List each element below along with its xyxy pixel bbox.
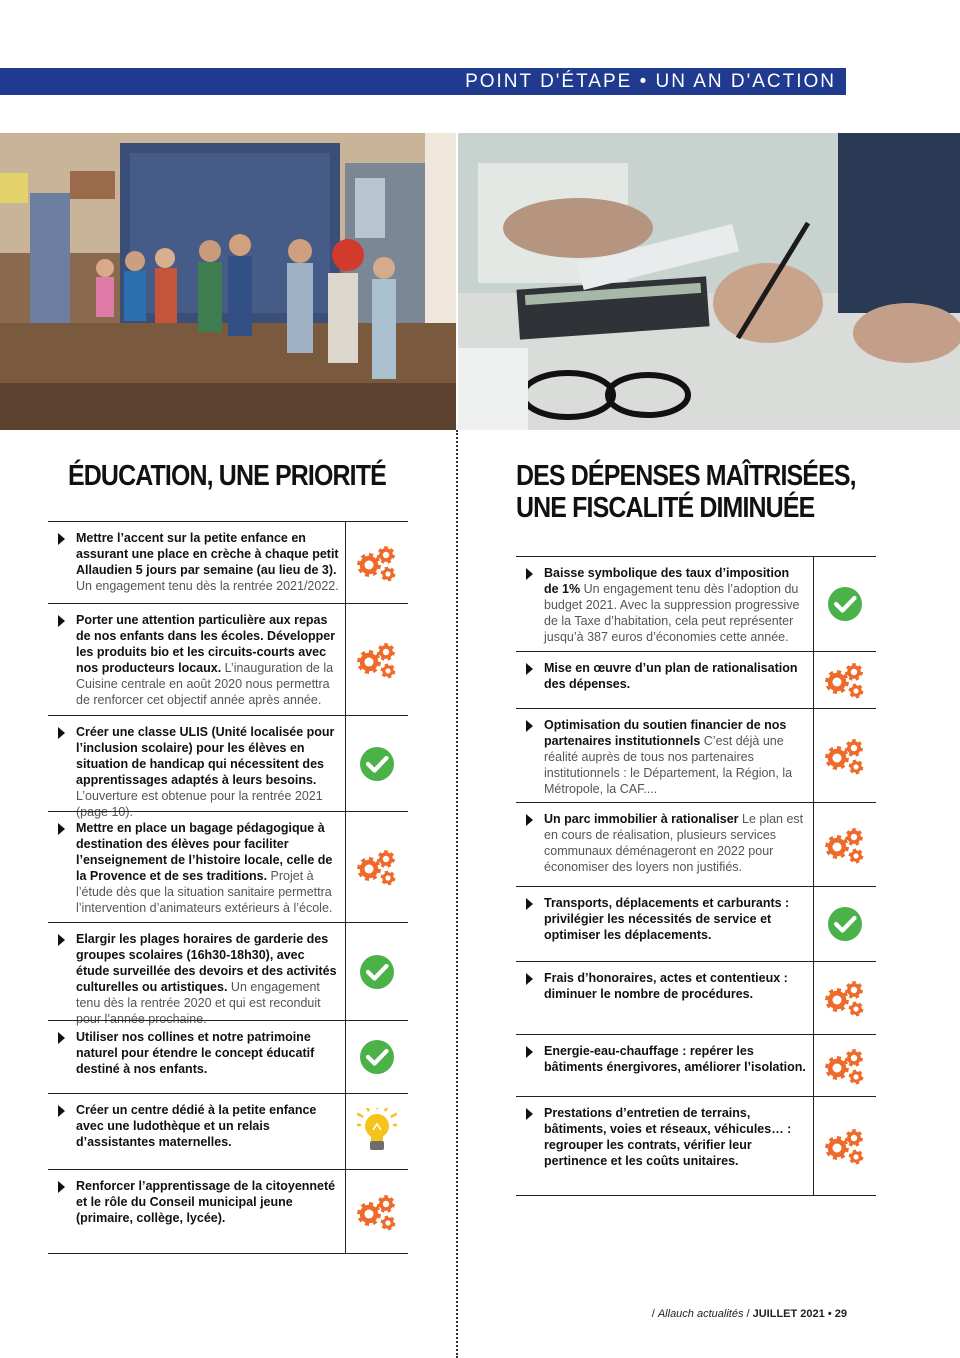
commitment-title: Un parc immobilier à rationaliser bbox=[544, 812, 739, 826]
gear-icon bbox=[814, 709, 876, 802]
commitment-title: Porter une attention particulière aux repas de nos enfants dans les écoles. Développer les produits bio et les circuits-courts avec nos producteurs locaux. bbox=[76, 613, 336, 675]
commitment-status: L’inauguration de la Cuisine centrale en août 2020 nous permettra de renforcer cet objectif année après année. bbox=[76, 661, 334, 707]
gear-icon bbox=[814, 1035, 876, 1096]
table-row bbox=[516, 1096, 876, 1196]
gear-icon bbox=[814, 652, 876, 708]
table-row bbox=[516, 802, 876, 886]
bullet-arrow-icon bbox=[526, 814, 533, 826]
commitment-text bbox=[516, 709, 814, 802]
table-row bbox=[48, 603, 408, 715]
gear-icon bbox=[346, 1170, 408, 1253]
table-row bbox=[516, 651, 876, 708]
commitment-text bbox=[516, 962, 814, 1034]
bullet-arrow-icon bbox=[526, 898, 533, 910]
spending-commitments-table bbox=[516, 556, 876, 1196]
commitment-text bbox=[516, 1035, 814, 1096]
commitment-title: Mise en œuvre d’un plan de rationalisation des dépenses. bbox=[544, 661, 798, 691]
table-row bbox=[516, 886, 876, 961]
gear-icon bbox=[814, 1097, 876, 1195]
check-icon bbox=[814, 887, 876, 961]
commitment-text bbox=[516, 887, 814, 961]
commitment-status: Le plan est en cours de réalisation, plusieurs services communaux déménageront en 2022 pour économiser des loyers non justifiés. bbox=[544, 812, 804, 874]
right-section-title-line2: UNE FISCALITÉ DIMINUÉE bbox=[516, 492, 815, 524]
table-row bbox=[48, 811, 408, 922]
commitment-text bbox=[48, 812, 346, 922]
gear-icon bbox=[346, 812, 408, 922]
table-row bbox=[516, 1034, 876, 1096]
commitment-text bbox=[48, 923, 346, 1026]
right-section-title-line1: DES DÉPENSES MAÎTRISÉES, bbox=[516, 460, 856, 492]
commitment-title: Transports, déplacements et carburants : privilégier les nécessités de service et optimiser les déplacements. bbox=[544, 896, 790, 942]
bullet-arrow-icon bbox=[58, 934, 65, 946]
gear-icon bbox=[814, 803, 876, 886]
section-banner-label: POINT D'ÉTAPE • UN AN D'ACTION bbox=[465, 71, 836, 92]
lightbulb-icon bbox=[346, 1094, 408, 1169]
education-commitments-table bbox=[48, 521, 408, 1254]
commitment-status: Un engagement tenu dès la rentrée 2020 et qui est reconduit pour l’année prochaine. bbox=[76, 980, 321, 1026]
table-row bbox=[48, 1020, 408, 1093]
table-row bbox=[516, 556, 876, 651]
gear-icon bbox=[346, 604, 408, 715]
check-icon bbox=[814, 557, 876, 651]
commitment-text bbox=[48, 1170, 346, 1253]
commitment-title: Baisse symbolique des taux d’imposition de 1% bbox=[544, 566, 790, 596]
commitment-title: Renforcer l’apprentissage de la citoyenneté et le rôle du Conseil municipal jeune (primaire, collège, lycée). bbox=[76, 1179, 336, 1225]
commitment-text bbox=[516, 1097, 814, 1195]
left-section-title: ÉDUCATION, UNE PRIORITÉ bbox=[68, 460, 386, 492]
bullet-arrow-icon bbox=[58, 1105, 65, 1117]
photo-schoolchildren bbox=[0, 133, 456, 430]
commitment-title: Créer une classe ULIS (Unité localisée pour l’inclusion scolaire) pour les élèves en situation de handicap qui nécessitent des apprentissages adaptés à leurs besoins. bbox=[76, 725, 335, 787]
page-footer: / Allauch actualités / JUILLET 2021 • 29 bbox=[651, 1308, 847, 1320]
commitment-text bbox=[48, 522, 346, 603]
footer-publication: Allauch actualités bbox=[657, 1308, 744, 1320]
commitment-status: Un engagement tenu dès l’adoption du budget 2021. Avec la suppression progressive de la Taxe d’habitation, cela peut représenter jusqu’à 387 euros d’économies cette année. bbox=[544, 582, 800, 644]
check-icon bbox=[346, 923, 408, 1020]
commitment-title: Optimisation du soutien financier de nos partenaires institutionnels bbox=[544, 718, 787, 748]
commitment-title: Frais d’honoraires, actes et contentieux : diminuer le nombre de procédures. bbox=[544, 971, 788, 1001]
bullet-arrow-icon bbox=[58, 615, 65, 627]
bullet-arrow-icon bbox=[58, 727, 65, 739]
commitment-title: Elargir les plages horaires de garderie des groupes scolaires (16h30-18h30), avec étude surveillée des devoirs et des activités culturelles ou artistiques. bbox=[76, 932, 337, 994]
bullet-arrow-icon bbox=[58, 1181, 65, 1193]
table-row bbox=[48, 922, 408, 1026]
bullet-arrow-icon bbox=[526, 973, 533, 985]
commitment-text bbox=[516, 557, 814, 651]
table-row bbox=[516, 708, 876, 802]
photo-budget-calculator bbox=[458, 133, 960, 430]
commitment-title: Prestations d’entretien de terrains, bâtiments, voies et réseaux, véhicules… : regrouper les contrats, vérifier leur pertinence et les coûts unitaires. bbox=[544, 1106, 792, 1168]
commitment-text bbox=[48, 716, 346, 819]
commitment-status: C’est déjà une réalité auprès de tous nos partenaires institutionnels : le Département, la Région, la Métropole, la CAF.... bbox=[544, 734, 793, 796]
gear-icon bbox=[346, 522, 408, 603]
table-row bbox=[516, 961, 876, 1034]
commitment-status: Un engagement tenu dès la rentrée 2021/2022. bbox=[76, 579, 339, 593]
footer-page-number: 29 bbox=[834, 1308, 847, 1320]
commitment-title: Mettre l’accent sur la petite enfance en assurant une place en crèche à chaque petit Allaudien 5 jours par semaine (au lieu de 3). bbox=[76, 531, 339, 577]
check-icon bbox=[346, 716, 408, 811]
commitment-text bbox=[516, 652, 814, 708]
commitment-title: Créer un centre dédié à la petite enfance avec une ludothèque et un relais d’assistantes maternelles. bbox=[76, 1103, 317, 1149]
table-row bbox=[48, 1169, 408, 1254]
gear-icon bbox=[814, 962, 876, 1034]
bullet-arrow-icon bbox=[58, 1032, 65, 1044]
commitment-title: Mettre en place un bagage pédagogique à destination des élèves pour faciliter l’enseignement de l’histoire locale, celle de la Provence et de ses traditions. bbox=[76, 821, 333, 883]
commitment-status: Projet à l’étude dès que la situation sanitaire permettra l’intervention d’animateurs extérieurs à l’école. bbox=[76, 869, 333, 915]
commitment-text bbox=[48, 1094, 346, 1169]
commitment-title: Utiliser nos collines et notre patrimoine naturel pour étendre le concept éducatif destiné à nos enfants. bbox=[76, 1030, 315, 1076]
table-row bbox=[48, 715, 408, 819]
bullet-arrow-icon bbox=[526, 663, 533, 675]
commitment-text bbox=[48, 1021, 346, 1093]
bullet-arrow-icon bbox=[526, 720, 533, 732]
table-row bbox=[48, 521, 408, 603]
commitment-title: Energie-eau-chauffage : repérer les bâtiments énergivores, améliorer l’isolation. bbox=[544, 1044, 806, 1074]
bullet-arrow-icon bbox=[58, 823, 65, 835]
table-row bbox=[48, 1093, 408, 1169]
right-section-title bbox=[516, 460, 856, 524]
check-icon bbox=[346, 1021, 408, 1093]
footer-issue: JUILLET 2021 bbox=[752, 1308, 825, 1320]
column-divider bbox=[456, 430, 458, 1358]
section-banner bbox=[0, 68, 846, 95]
commitment-text bbox=[48, 604, 346, 715]
commitment-text bbox=[516, 803, 814, 886]
bullet-arrow-icon bbox=[58, 533, 65, 545]
commitment-status: L’ouverture est obtenue pour la rentrée 2021 (page 10). bbox=[76, 789, 323, 819]
bullet-arrow-icon bbox=[526, 568, 533, 580]
bullet-arrow-icon bbox=[526, 1108, 533, 1120]
bullet-arrow-icon bbox=[526, 1046, 533, 1058]
